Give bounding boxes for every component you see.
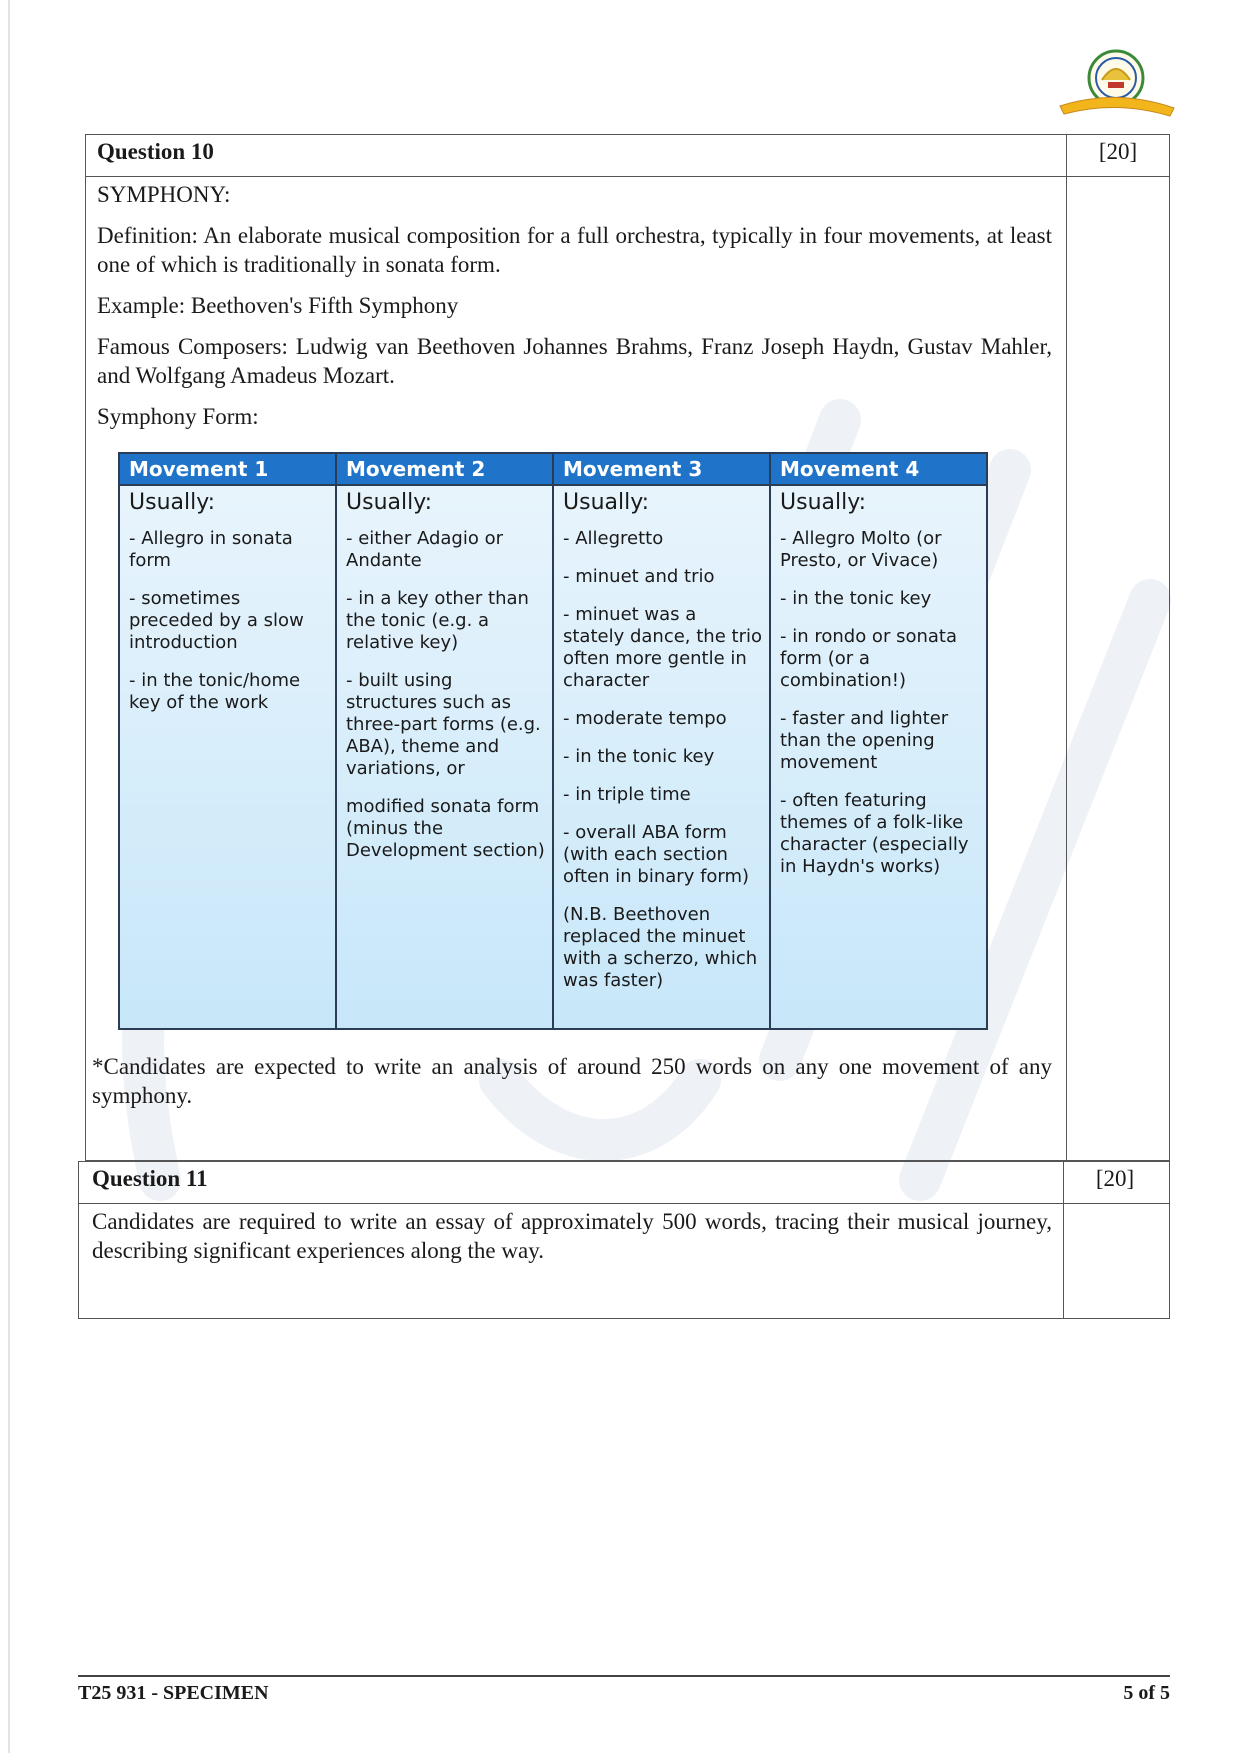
question-11-marks: [20]	[1095, 1166, 1135, 1191]
list-item: - Allegro Molto (or Presto, or Vivace)	[780, 528, 942, 571]
movement-3-cell	[553, 485, 770, 1029]
list-item: (N.B. Beethoven replaced the minuet with a scherzo, which was faster)	[563, 904, 758, 991]
list-item: - in triple time	[563, 784, 691, 805]
list-item: - Allegretto	[563, 528, 664, 549]
movement-3-header: Movement 3	[553, 453, 770, 485]
list-item: - built using structures such as three-part forms (e.g. ABA), theme and variations, or	[346, 670, 541, 779]
page-number: 5 of 5	[1123, 1682, 1170, 1704]
movement-4-cell	[770, 485, 987, 1029]
question-10-title: Question 10	[97, 139, 214, 164]
symphony-definition: Definition: An elaborate musical composition for a full orchestra, typically in four movements, at least one of which is traditionally in sonata form.	[97, 223, 1052, 277]
list-item: - in the tonic key	[563, 746, 715, 767]
list-item: modified sonata form (minus the Development section)	[346, 796, 545, 861]
question-10-header-divider	[85, 176, 1170, 177]
list-item: - either Adagio or Andante	[346, 528, 503, 571]
symphony-form-table	[118, 452, 988, 1030]
list-item: - faster and lighter than the opening movement	[780, 708, 949, 773]
list-item: - minuet and trio	[563, 566, 715, 587]
list-item: - overall ABA form (with each section often in binary form)	[563, 822, 750, 887]
question-11-text: Candidates are required to write an essay of approximately 500 words, tracing their musical journey, describing significant experiences along the way.	[92, 1209, 1052, 1263]
question-11-title: Question 11	[92, 1166, 208, 1191]
question-11-header-divider	[78, 1203, 1170, 1204]
question-10-marks: [20]	[1098, 139, 1138, 164]
list-item: - minuet was a stately dance, the trio often more gentle in character	[563, 604, 762, 691]
list-item: - often featuring themes of a folk-like character (especially in Haydn's works)	[780, 790, 969, 877]
symphony-form-label: Symphony Form:	[97, 404, 259, 429]
footer-divider	[78, 1675, 1170, 1677]
usually-label: Usually:	[780, 490, 867, 515]
usually-label: Usually:	[129, 490, 216, 515]
list-item: - moderate tempo	[563, 708, 727, 729]
candidates-note: *Candidates are expected to write an analysis of around 250 words on any one movement of any symphony.	[92, 1054, 1052, 1108]
usually-label: Usually:	[346, 490, 433, 515]
list-item: - in the tonic/home key of the work	[129, 670, 301, 713]
council-logo-seal	[1058, 48, 1176, 124]
list-item: - in a key other than the tonic (e.g. a relative key)	[346, 588, 529, 653]
famous-composers: Famous Composers: Ludwig van Beethoven Johannes Brahms, Franz Joseph Haydn, Gustav Mahler, and Wolfgang Amadeus Mozart.	[97, 334, 1052, 388]
movement-4-header: Movement 4	[770, 453, 987, 485]
scan-edge	[8, 0, 10, 1753]
usually-label: Usually:	[563, 490, 650, 515]
marks-column-divider	[1063, 1161, 1064, 1319]
marks-column-divider	[1066, 134, 1067, 1161]
symphony-example: Example: Beethoven's Fifth Symphony	[97, 293, 459, 318]
list-item: - Allegro in sonata form	[129, 528, 293, 571]
list-item: - in the tonic key	[780, 588, 932, 609]
symphony-heading: SYMPHONY:	[97, 182, 231, 207]
movement-2-cell	[336, 485, 553, 1029]
list-item: - in rondo or sonata form (or a combination!)	[780, 626, 957, 691]
list-item: - sometimes preceded by a slow introduction	[129, 588, 304, 653]
movement-2-header: Movement 2	[336, 453, 553, 485]
movement-1-header: Movement 1	[119, 453, 336, 485]
paper-code: T25 931 - SPECIMEN	[78, 1682, 269, 1704]
movement-1-cell	[119, 485, 336, 1029]
